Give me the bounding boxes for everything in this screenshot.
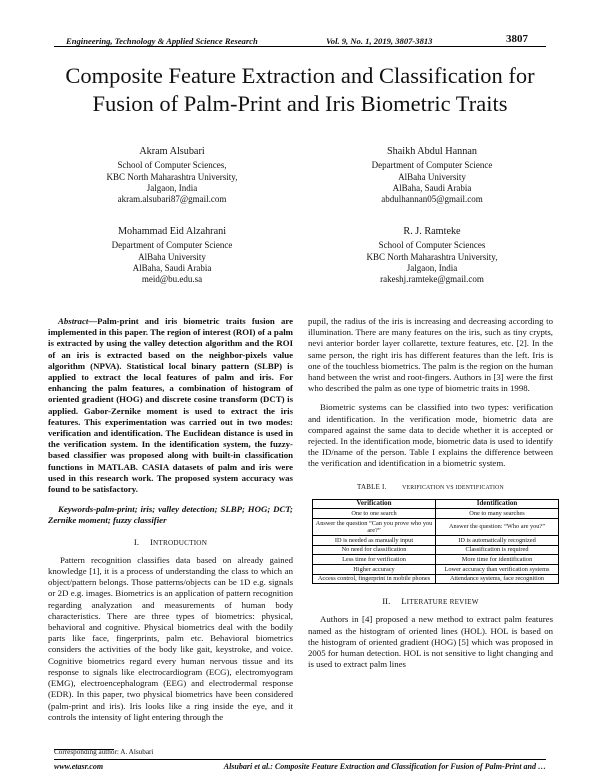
author-org: KBC North Maharashtra University,	[366, 251, 498, 262]
left-column	[48, 316, 293, 723]
table-cell: One to one search	[313, 509, 436, 519]
page-number: 3807	[506, 33, 528, 45]
intro-continued-paragraph: pupil, the radius of the iris is increasing and decreasing according to illumination. There are many features on the iris, such as tiny crypts, nevi anterior border layer collarette, texture features, etc. [2]. In the same person, the right iris has different features than the left. Iris is one of the touchless biometrics. The palm is the region on the human hand between the wrist and root-fingers. Authors in [3] were the first who described the palm as one type of biometric traits in 1998.	[308, 316, 553, 394]
author-email: rakeshj.ramteke@gmail.com	[380, 274, 484, 285]
table-cell: Classification is required	[436, 545, 559, 555]
author-name: Mohammad Eid Alzahrani	[117, 226, 227, 237]
table-cell: ID is automatically recognized	[436, 536, 559, 546]
table-cell: Answer the question: “Who are you?”	[436, 519, 559, 536]
author-block-3	[52, 226, 292, 285]
table-label: TABLE I.	[357, 482, 387, 491]
table-caption-text: VERIFICATION VS IDENTIFICATION	[402, 484, 504, 491]
author-dept: School of Computer Sciences	[378, 240, 486, 251]
author-dept: Department of Computer Science	[371, 160, 493, 171]
author-name: Shaikh Abdul Hannan	[387, 146, 477, 157]
table-cell: One to many searches	[436, 509, 559, 519]
section-heading-literature-review	[308, 596, 553, 608]
author-location: AlBaha, Saudi Arabia	[392, 182, 472, 193]
footer-rule	[54, 759, 546, 760]
table-cell: No need for classification	[313, 545, 436, 555]
corresponding-author: Corresponding author: A. Alsubari	[54, 748, 154, 756]
table-cell: More time for identification	[436, 555, 559, 565]
section-title-rest: NTRODUCTION	[152, 538, 208, 547]
author-block-1	[52, 146, 292, 205]
author-org: KBC North Maharashtra University,	[106, 171, 238, 182]
author-org: AlBaha University	[398, 171, 466, 182]
table-row	[313, 574, 559, 584]
right-column	[308, 316, 553, 670]
table-cell: Lower accuracy than verification systems	[436, 565, 559, 575]
footer-citation: Alsubari et al.: Composite Feature Extraction and Classification for Fusion of Palm-Print and …	[223, 762, 546, 771]
footer-website: www.etasr.com	[54, 762, 104, 771]
author-location: Jalgaon, India	[406, 262, 458, 273]
abstract	[48, 316, 293, 495]
author-email: akram.alsubari87@gmail.com	[117, 194, 227, 205]
literature-review-paragraph: Authors in [4] proposed a new method to extract palm features named as the histogram of oriented lines (HOL). HOL is based on the histogram of oriented gradient (HOG) [5] which was proposed in 2005 for human detection. HOL is not sensitive to light changing and is used to extract palm lines	[308, 614, 553, 670]
author-location: AlBaha, Saudi Arabia	[132, 262, 212, 273]
introduction-paragraph: Pattern recognition classifies data based on already gained knowledge [1], it is a process of understanding the class to which an object/pattern belongs. Those patterns/objects can be 1D e.g. signals or 2D e.g. images. Biometrics is an application of pattern recognition regarding analyzation and measurements of human body characteristics. There are three types of biometrics: physical, behavioral and cognitive. Physical biometrics deal with the bodily parts like face, fingerprints, palm etc. Behavioral biometrics considers the activities of the body like gait, keystroke, and voice. Cognitive biometrics regard every human nervous tissue and its response to signals like electrocardiogram (ECG), electromyogram (EMG), electroencephalogram (EEG) and electrodermal response (EDR). In this paper, two physical biometrics have been considered (palm-print and iris). Iris looks like a ring inside the eye, and it controls the intensity of light entering through the	[48, 554, 293, 722]
author-email: abdulhannan05@gmail.com	[381, 194, 483, 205]
abstract-label: Abstract	[58, 316, 89, 326]
section-first-letter: L	[401, 596, 407, 607]
table-cell: Less time for verification	[313, 555, 436, 565]
author-location: Jalgaon, India	[146, 182, 198, 193]
table-cell: Attendance systems, face recognition	[436, 574, 559, 584]
author-email: meid@bu.edu.sa	[141, 274, 203, 285]
author-name: Akram Alsubari	[139, 146, 205, 157]
table-cell: Answer the question “Can you prove who you are?”	[313, 519, 436, 536]
author-block-4	[312, 226, 552, 285]
paper-title: Composite Feature Extraction and Classification for Fusion of Palm-Print and Iris Biometric Traits	[65, 63, 535, 116]
keywords: Keywords-palm-print; iris; valley detection; SLBP; HOG; DCT; Zernike moment; fuzzy classifier	[48, 504, 293, 526]
comparison-table	[312, 499, 559, 584]
author-name: R. J. Ramteke	[403, 226, 461, 237]
table-header-cell: Verification	[313, 499, 436, 509]
table-row	[313, 519, 559, 536]
table-header-cell: Identification	[436, 499, 559, 509]
section-title-rest: ITERATURE REVIEW	[406, 598, 479, 607]
author-dept: Department of Computer Science	[111, 240, 233, 251]
section-numeral: I.	[133, 536, 140, 547]
table-row	[313, 565, 559, 575]
section-heading-introduction	[48, 537, 293, 549]
biometric-systems-paragraph: Biometric systems can be classified into two types: verification and identification. In the verification mode, biometric data are compared against the same data to decide whether it is accepted or rejected. In the identification mode, biometric data is used to identify the ID/name of the person. Table I explains the difference between the verification and identification in a biometric system.	[308, 402, 553, 469]
table-row	[313, 545, 559, 555]
abstract-text: —Palm-print and iris biometric traits fusion are implemented in this paper. The region of interest (ROI) of a palm is extracted by using the valley detection algorithm and the ROI of an iris is extracted based on the neighbor-pixels value algorithm (NPVA). Statistical local binary pattern (SLBP) is applied to extract the local features of palm and iris. For enhancing the palm features, a combination of histogram of oriented gradient (HOG) and discrete cosine transform (DCT) is applied. Gabor-Zernike moment is used to extract the iris features. This experimentation was carried out in two modes: verification and identification. The Euclidean distance is used in the verification system. In the identification system, the fuzzy-based classifier was proposed along with built-in classification functions in MATLAB. CASIA datasets of palm and iris were used in this research work. The proposed system accuracy was found to be satisfactory.	[48, 316, 293, 495]
table-row	[313, 509, 559, 519]
author-dept: School of Computer Sciences,	[117, 160, 227, 171]
author-block-2	[312, 146, 552, 205]
section-numeral: II.	[382, 596, 391, 607]
section-first-letter: I	[150, 536, 153, 547]
volume-info: Vol. 9, No. 1, 2019, 3807-3813	[326, 36, 433, 46]
table-row	[313, 555, 559, 565]
table-cell: Higher accuracy	[313, 565, 436, 575]
header-rule	[54, 46, 546, 47]
table-header-row	[313, 499, 559, 509]
author-org: AlBaha University	[138, 251, 206, 262]
table-row	[313, 536, 559, 546]
table-cell: Access control, fingerprint in mobile phones	[313, 574, 436, 584]
table-cell: ID is needed as manually input	[313, 536, 436, 546]
table-caption	[308, 482, 553, 494]
journal-name: Engineering, Technology & Applied Science Research	[66, 36, 258, 46]
